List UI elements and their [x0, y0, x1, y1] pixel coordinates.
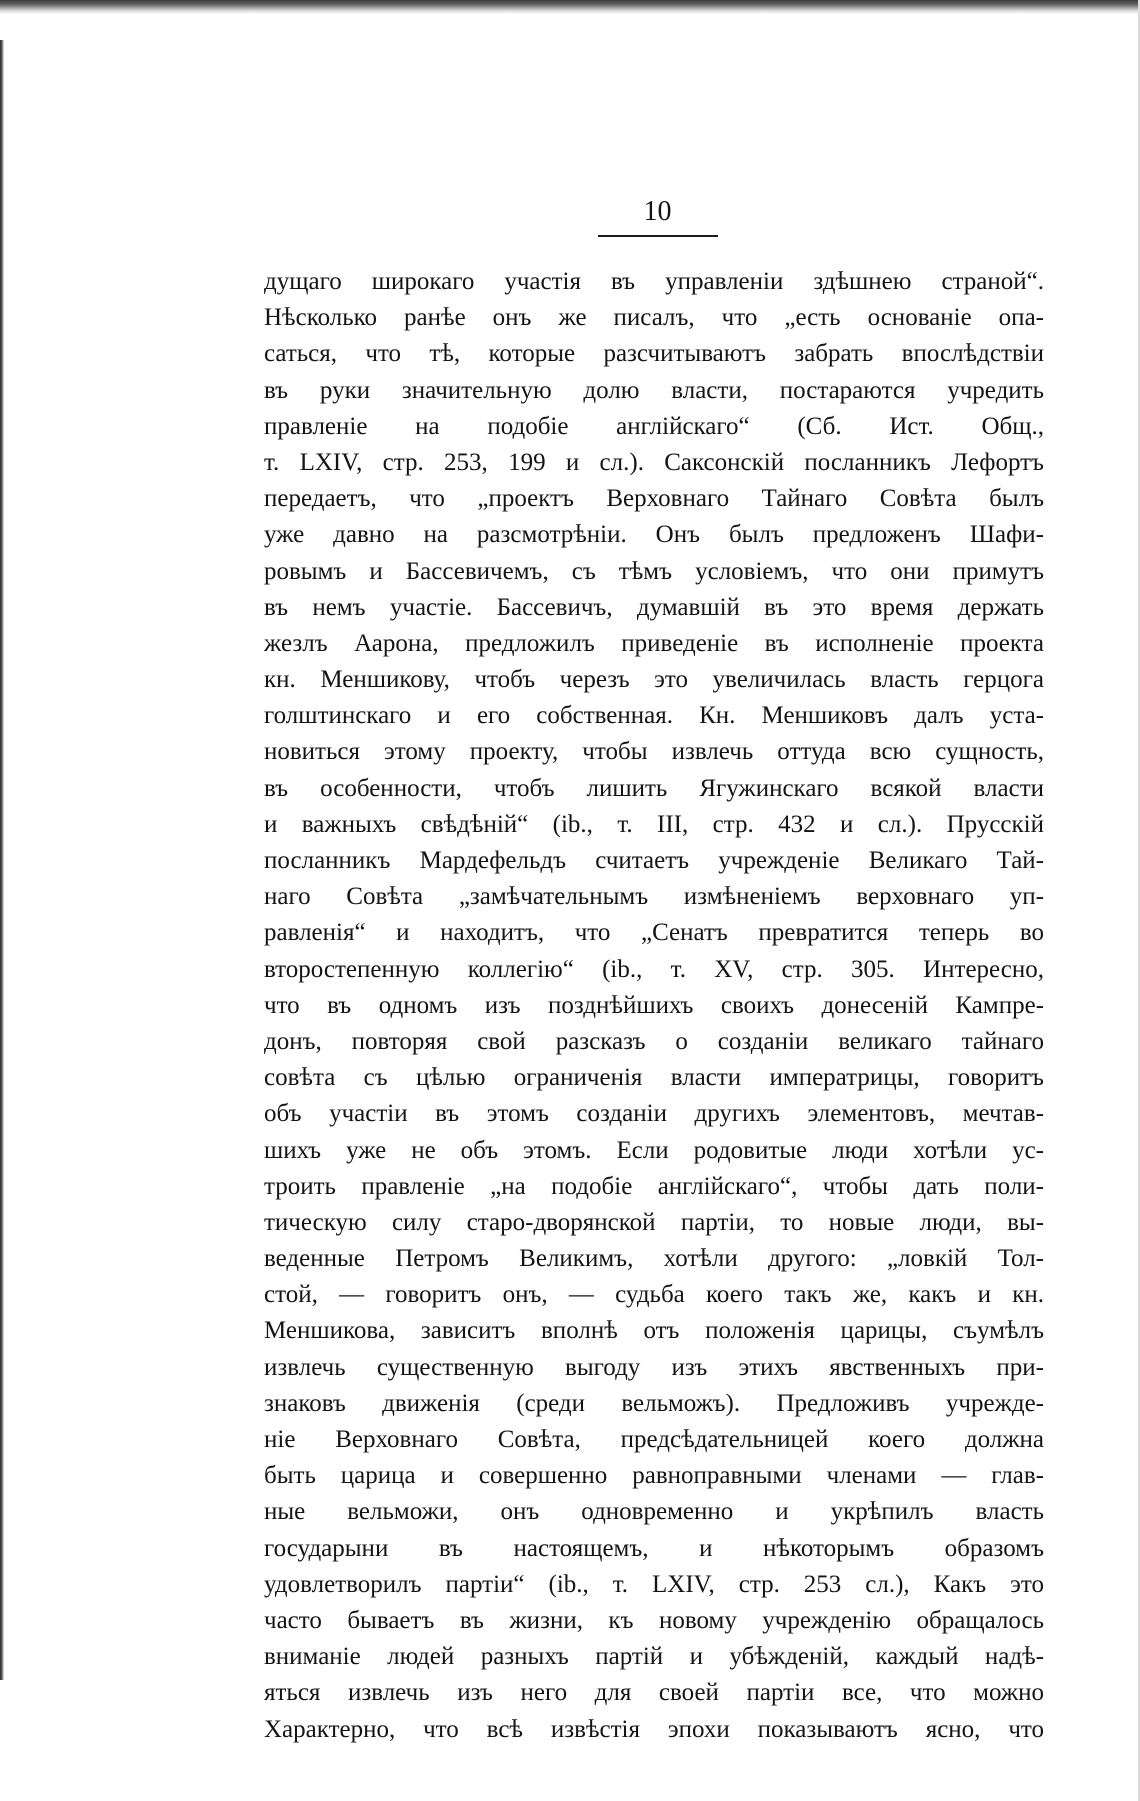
text-line: посланникъ Мардефельдъ считаетъ учрежденіе Великаго Тай- — [264, 847, 1044, 874]
text-line: вниманіе людей разныхъ партій и убѣжденій, каждый надѣ- — [264, 1643, 1044, 1671]
text-line: государыни въ настоящемъ, и нѣкоторымъ образомъ — [264, 1534, 1044, 1562]
text-line: удовлетворилъ партіи“ (ib., т. LXIV, стр. 253 сл.), Какъ это — [264, 1570, 1044, 1598]
text-line: веденные Петромъ Великимъ, хотѣли другого: „ловкій Тол- — [264, 1245, 1044, 1273]
text-line: знаковъ движенія (среди вельможъ). Предложивъ учрежде- — [264, 1389, 1044, 1417]
page-number: 10 — [643, 196, 672, 227]
text-line: тическую силу старо-дворянской партіи, то новые люди, вы- — [264, 1208, 1044, 1236]
text-line: троить правленіе „на подобіе англійскаго“, чтобы дать поли- — [264, 1172, 1044, 1200]
scan-left-edge — [0, 40, 4, 1680]
text-line: совѣта съ цѣлью ограниченія власти императрицы, говоритъ — [264, 1064, 1044, 1092]
text-line: Характерно, что всѣ извѣстія эпохи показываютъ ясно, что — [264, 1715, 1044, 1743]
text-line: ніе Верховнаго Совѣта, предсѣдательницей коего должна — [264, 1426, 1044, 1453]
text-line: Меншикова, зависитъ вполнѣ отъ положенія царицы, съумѣлъ — [264, 1317, 1044, 1345]
text-line: Нѣсколько ранѣе онъ же писалъ, что „есть основаніе опа- — [264, 304, 1044, 332]
text-line: равленія“ и находитъ, что „Сенатъ превратится теперь во — [264, 919, 1044, 947]
text-line: въ немъ участіе. Бассевичъ, думавшій въ это время держать — [264, 593, 1044, 621]
text-line: дущаго широкаго участія въ управленіи здѣшнею страной“. — [264, 268, 1044, 295]
text-line: голштинскаго и его собственная. Кн. Меншиковъ далъ уста- — [264, 702, 1044, 730]
text-line: наго Совѣта „замѣчательнымъ измѣненіемъ верховнаго уп- — [264, 883, 1044, 911]
text-line: правленіе на подобіе англійскаго“ (Сб. Ист. Общ., — [264, 412, 1044, 440]
text-line: часто бываетъ въ жизни, къ новому учрежденію обращалось — [264, 1606, 1044, 1634]
text-line: ные вельможи, онъ одновременно и укрѣпилъ власть — [264, 1498, 1044, 1526]
scan-top-edge — [0, 0, 1140, 14]
text-line: въ особенности, чтобъ лишить Ягужинскаго всякой власти — [264, 774, 1044, 802]
text-line: новиться этому проекту, чтобы извлечь оттуда всю сущность, — [264, 738, 1044, 766]
text-line: яться извлечь изъ него для своей партіи все, что можно — [264, 1679, 1044, 1707]
text-line: что въ одномъ изъ позднѣйшихъ своихъ донесеній Кампре- — [264, 991, 1044, 1019]
text-line: жезлъ Аарона, предложилъ приведеніе въ исполненіе проекта — [264, 629, 1044, 657]
text-line: донъ, повторяя свой разсказъ о созданіи великаго тайнаго — [264, 1027, 1044, 1055]
text-line: извлечь существенную выгоду изъ этихъ явственныхъ при- — [264, 1353, 1044, 1381]
text-line: въ руки значительную долю власти, постараются учредить — [264, 376, 1044, 404]
text-line: кн. Меншикову, чтобъ черезъ это увеличилась власть герцога — [264, 666, 1044, 694]
text-line: т. LXIV, стр. 253, 199 и сл.). Саксонскій посланникъ Лефортъ — [264, 448, 1044, 476]
page-number-rule — [598, 235, 718, 237]
text-line: объ участіи въ этомъ созданіи другихъ элементовъ, мечтав- — [264, 1100, 1044, 1128]
text-line: передаетъ, что „проектъ Верховнаго Тайнаго Совѣта былъ — [264, 485, 1044, 513]
body-text — [264, 264, 1044, 1748]
text-line: уже давно на разсмотрѣніи. Онъ былъ предложенъ Шафи- — [264, 521, 1044, 549]
text-line: ровымъ и Бассевичемъ, съ тѣмъ условіемъ, что они примутъ — [264, 557, 1044, 585]
text-line: саться, что тѣ, которые разсчитываютъ забрать впослѣдствіи — [264, 340, 1044, 368]
text-line: быть царица и совершенно равноправными членами — глав- — [264, 1462, 1044, 1490]
text-line: стой, — говоритъ онъ, — судьба коего такъ же, какъ и кн. — [264, 1281, 1044, 1309]
text-line: шихъ уже не объ этомъ. Если родовитые люди хотѣли ус- — [264, 1136, 1044, 1164]
text-line: второстепенную коллегію“ (ib., т. XV, стр. 305. Интересно, — [264, 955, 1044, 983]
text-line: и важныхъ свѣдѣній“ (ib., т. III, стр. 432 и сл.). Прусскій — [264, 810, 1044, 838]
